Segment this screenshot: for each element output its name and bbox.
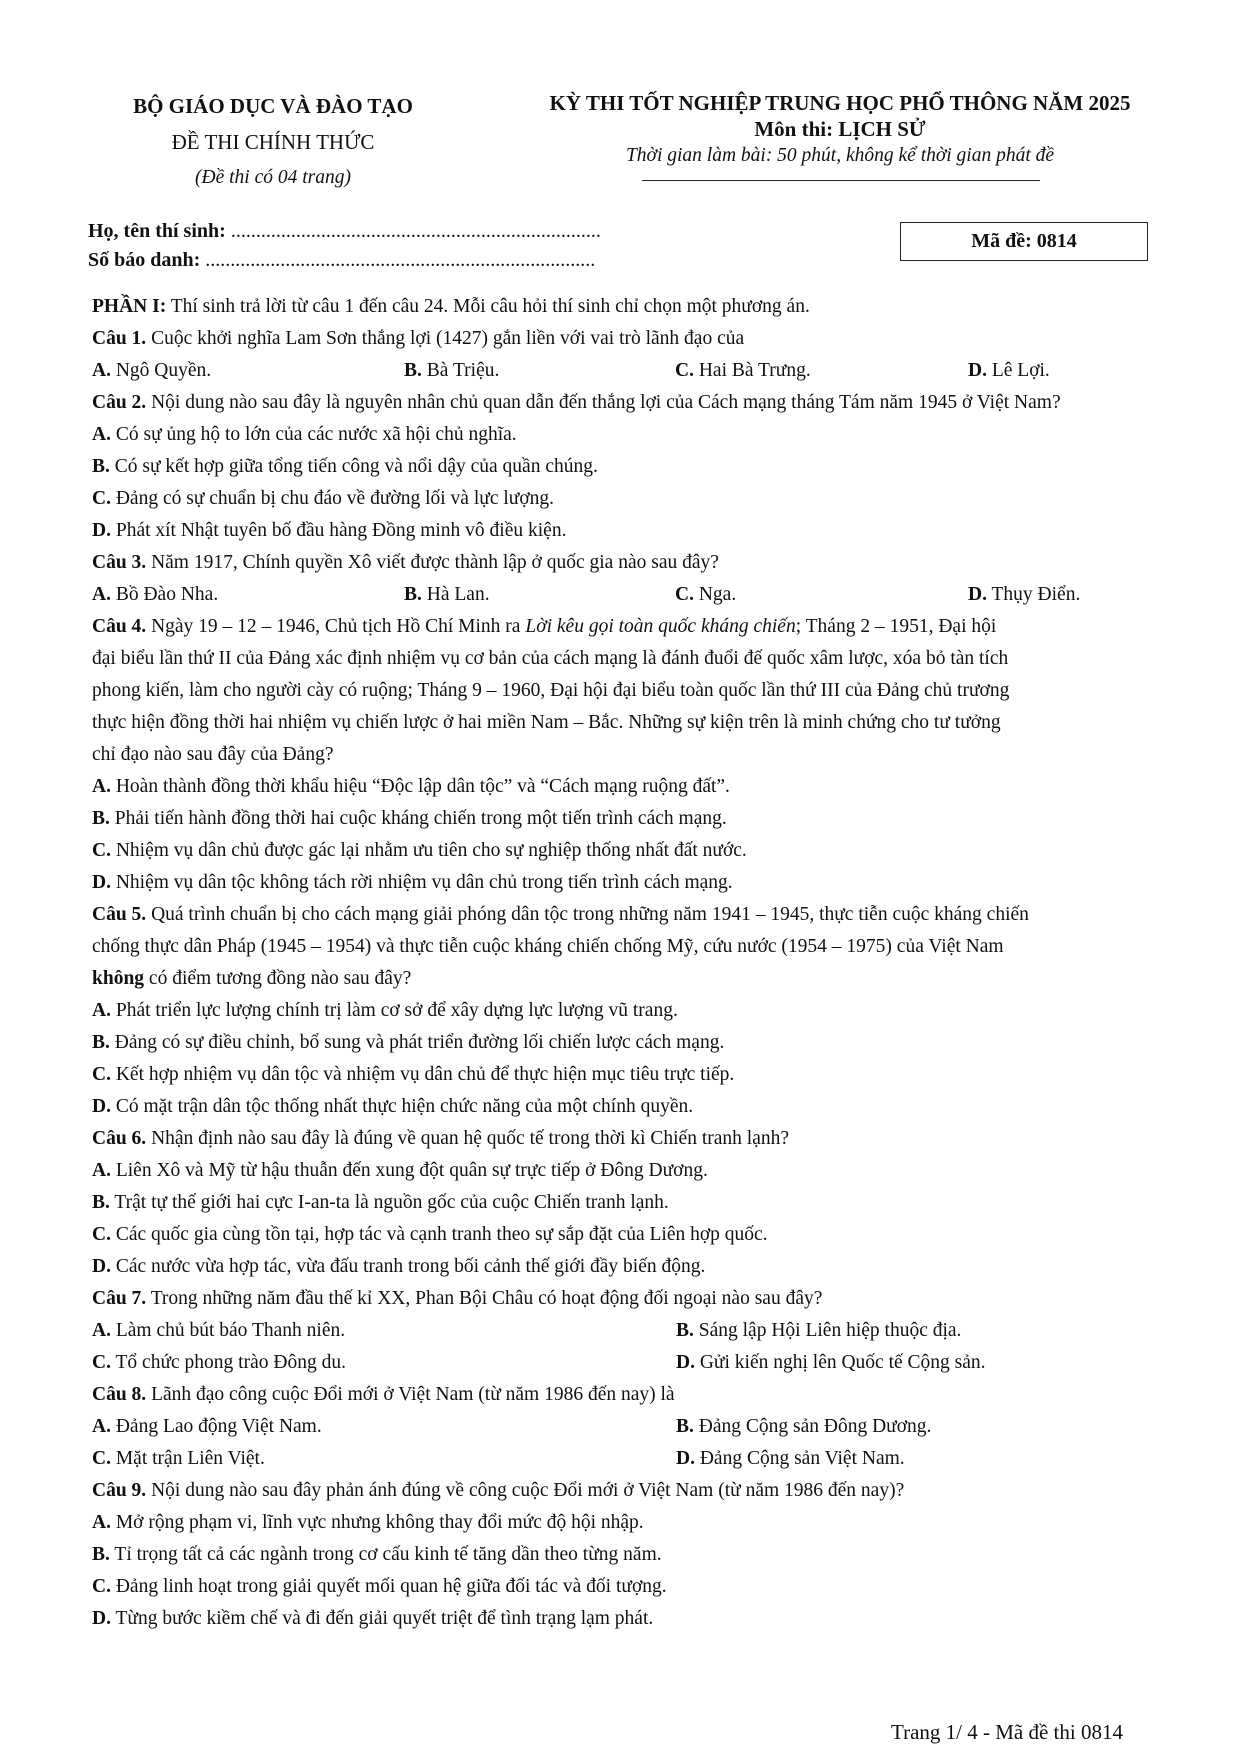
question-text: thực hiện đồng thời hai nhiệm vụ chiến lược ở hai miền Nam – Bắc. Những sự kiện trên là minh chứng cho tư tưởng [92,712,1001,733]
option-b [92,1544,662,1566]
exam-title: KỲ THI TỐT NGHIỆP TRUNG HỌC PHỔ THÔNG NĂM 2025 [549,91,1131,115]
option-letter: C. [92,1064,111,1085]
option-letter: A. [92,424,111,445]
candidate-name-dots: .......................................................................... [230,220,601,242]
option-letter: C. [675,360,694,381]
option-text: Mặt trận Liên Việt. [115,1448,265,1469]
option-text: Bồ Đào Nha. [115,584,219,605]
option-letter: D. [968,360,987,381]
question-number: Câu 5. [92,904,147,925]
candidate-name-label: Họ, tên thí sinh: [88,220,226,242]
option-b [92,1032,724,1054]
option-b [676,1320,961,1342]
question-6 [92,1128,789,1150]
question-text: Quá trình chuẩn bị cho cách mạng giải phóng dân tộc trong những năm 1941 – 1945, thực tiễn cuộc kháng chiến [146,904,1029,925]
option-a [92,424,517,446]
option-letter: C. [675,584,694,605]
exam-code: Mã đề: 0814 [971,230,1077,252]
option-text: Trật tự thế giới hai cực I-an-ta là nguồn gốc của cuộc Chiến tranh lạnh. [114,1192,669,1213]
option-letter: B. [92,808,110,829]
option-a [92,776,730,798]
question-4-line-5 [92,744,333,766]
option-text: Sáng lập Hội Liên hiệp thuộc địa. [698,1320,962,1341]
header-right [500,91,1180,167]
option-b [676,1416,931,1438]
option-letter: B. [404,360,422,381]
option-text: Liên Xô và Mỹ từ hậu thuẫn đến xung đột quân sự trực tiếp ở Đông Dương. [115,1160,708,1181]
question-4-line-3 [92,680,1009,702]
question-text: chỉ đạo nào sau đây của Đảng? [92,744,334,765]
question-text: Trong những năm đầu thế kỉ XX, Phan Bội Châu có hoạt động đối ngoại nào sau đây? [146,1288,823,1309]
question-7 [92,1288,822,1310]
question-number: Câu 4. [92,616,147,637]
candidate-name-row [88,220,601,243]
option-text: Đảng Cộng sản Đông Dương. [698,1416,932,1437]
option-letter: B. [92,1544,110,1565]
option-letter: A. [92,1320,111,1341]
option-letter: A. [92,776,111,797]
option-a [92,1416,322,1438]
question-number: Câu 6. [92,1128,147,1149]
option-b [92,1192,669,1214]
option-text: Kết hợp nhiệm vụ dân tộc và nhiệm vụ dân chủ để thực hiện mục tiêu trực tiếp. [115,1064,735,1085]
option-b [404,360,499,382]
question-2 [92,392,1061,414]
question-text: Lãnh đạo công cuộc Đổi mới ở Việt Nam (từ năm 1986 đến nay) là [146,1384,675,1405]
question-text: ; Tháng 2 – 1951, Đại hội [795,616,997,637]
question-number: Câu 2. [92,392,147,413]
question-9 [92,1480,904,1502]
option-b [92,456,598,478]
option-d [968,584,1080,606]
candidate-id-dots: .............................................................................. [205,249,596,271]
option-text: Đảng có sự chuẩn bị chu đáo về đường lối và lực lượng. [115,488,555,509]
question-number: Câu 8. [92,1384,147,1405]
option-letter: B. [92,1192,110,1213]
option-letter: D. [676,1352,695,1373]
question-text: Cuộc khởi nghĩa Lam Sơn thắng lợi (1427) gắn liền với vai trò lãnh đạo của [146,328,745,349]
option-text: Có mặt trận dân tộc thống nhất thực hiện chức năng của một chính quyền. [115,1096,694,1117]
question-emphasis: không [92,968,145,989]
option-c [675,584,736,606]
option-a [92,1512,644,1534]
option-letter: B. [676,1416,694,1437]
option-letter: A. [92,1512,111,1533]
option-text: Hai Bà Trưng. [698,360,811,381]
page-footer: Trang 1/ 4 - Mã đề thi 0814 [891,1720,1123,1744]
question-text: đại biểu lần thứ II của Đảng xác định nhiệm vụ cơ bản của cách mạng là đánh đuổi đế quốc xâm lược, xóa bỏ tàn tích [92,648,1009,669]
option-b [404,584,490,606]
option-text: Mở rộng phạm vi, lĩnh vực nhưng không thay đổi mức độ hội nhập. [115,1512,644,1533]
option-text: Làm chủ bút báo Thanh niên. [115,1320,346,1341]
question-text: Nội dung nào sau đây phản ánh đúng về công cuộc Đổi mới ở Việt Nam (từ năm 1986 đến nay)? [146,1480,905,1501]
option-a [92,360,211,382]
option-letter: C. [92,840,111,861]
option-letter: C. [92,1224,111,1245]
option-letter: D. [92,1608,111,1629]
option-letter: A. [92,1160,111,1181]
option-c [92,1576,667,1598]
option-text: Thụy Điển. [991,584,1081,605]
option-text: Phải tiến hành đồng thời hai cuộc kháng chiến trong một tiến trình cách mạng. [114,808,727,829]
question-4 [92,616,996,638]
question-5-line-3 [92,968,411,990]
option-text: Nhiệm vụ dân chủ được gác lại nhằm ưu tiên cho sự nghiệp thống nhất đất nước. [115,840,747,861]
option-letter: C. [92,488,111,509]
option-c [92,1448,265,1470]
option-letter: D. [92,872,111,893]
question-text: Ngày 19 – 12 – 1946, Chủ tịch Hồ Chí Minh ra [146,616,526,637]
option-letter: A. [92,584,111,605]
option-letter: B. [92,1032,110,1053]
header-left [88,94,458,189]
option-text: Có sự ủng hộ to lớn của các nước xã hội chủ nghĩa. [115,424,517,445]
question-italic-text: Lời kêu gọi toàn quốc kháng chiến [525,616,796,637]
question-text: Nhận định nào sau đây là đúng về quan hệ quốc tế trong thời kì Chiến tranh lạnh? [146,1128,790,1149]
option-text: Lê Lợi. [991,360,1050,381]
question-text: phong kiến, làm cho người cày có ruộng; Tháng 9 – 1960, Đại hội đại biểu toàn quốc lần thứ III của Đảng chủ trương [92,680,1010,701]
option-text: Tổ chức phong trào Đông du. [115,1352,346,1373]
option-text: Hoàn thành đồng thời khẩu hiệu “Độc lập dân tộc” và “Cách mạng ruộng đất”. [115,776,730,797]
option-text: Ngô Quyền. [115,360,212,381]
question-number: Câu 9. [92,1480,147,1501]
subject: Môn thi: LỊCH SỬ [754,117,926,141]
option-a [92,1160,708,1182]
question-text: Nội dung nào sau đây là nguyên nhân chủ quan dẫn đến thắng lợi của Cách mạng tháng Tám năm 1945 ở Việt Nam? [146,392,1061,413]
option-c [92,1064,734,1086]
option-letter: C. [92,1352,111,1373]
option-letter: D. [92,1096,111,1117]
pages-note: (Đề thi có 04 trang) [195,167,351,188]
question-4-line-2 [92,648,1008,670]
option-letter: B. [404,584,422,605]
question-1 [92,328,744,350]
option-b [92,808,727,830]
option-c [92,1224,768,1246]
option-text: Hà Lan. [426,584,490,605]
option-text: Có sự kết hợp giữa tổng tiến công và nổi dậy của quần chúng. [114,456,598,477]
option-c [92,1352,346,1374]
part-instruction [92,296,810,318]
exam-code-box [900,222,1148,261]
option-text: Phát xít Nhật tuyên bố đầu hàng Đồng minh vô điều kiện. [115,520,567,541]
option-text: Đảng có sự điều chỉnh, bổ sung và phát triển đường lối chiến lược cách mạng. [114,1032,725,1053]
option-letter: B. [676,1320,694,1341]
option-letter: A. [92,360,111,381]
part-text: Thí sinh trả lời từ câu 1 đến câu 24. Mỗi câu hỏi thí sinh chỉ chọn một phương án. [166,296,810,317]
candidate-id-row [88,249,595,272]
option-c [92,840,747,862]
option-a [92,1000,678,1022]
option-d [92,520,566,542]
option-letter: D. [92,1256,111,1277]
option-a [92,1320,345,1342]
option-text: Tỉ trọng tất cả các ngành trong cơ cấu kinh tế tăng dần theo từng năm. [114,1544,662,1565]
option-letter: C. [92,1448,111,1469]
option-text: Nga. [698,584,737,605]
option-c [675,360,811,382]
question-3 [92,552,719,574]
question-8 [92,1384,675,1406]
question-5 [92,904,1029,926]
option-text: Từng bước kiềm chế và đi đến giải quyết triệt để tình trạng lạm phát. [115,1608,654,1629]
option-d [92,872,733,894]
option-letter: C. [92,1576,111,1597]
option-d [92,1096,693,1118]
option-letter: B. [92,456,110,477]
option-d [676,1352,986,1374]
question-number: Câu 3. [92,552,147,573]
option-d [968,360,1050,382]
candidate-id-label: Số báo danh: [88,249,201,271]
option-text: Các quốc gia cùng tồn tại, hợp tác và cạnh tranh theo sự sắp đặt của Liên hợp quốc. [115,1224,768,1245]
question-4-line-4 [92,712,1001,734]
question-text: có điểm tương đồng nào sau đây? [144,968,412,989]
option-d [92,1256,705,1278]
option-letter: D. [968,584,987,605]
question-text: chống thực dân Pháp (1945 – 1954) và thực tiễn cuộc kháng chiến chống Mỹ, cứu nước (1954 – 1975) của Việt Nam [92,936,1004,957]
option-letter: A. [92,1416,111,1437]
ministry: BỘ GIÁO DỤC VÀ ĐÀO TẠO [133,94,413,118]
exam-time: Thời gian làm bài: 50 phút, không kể thời gian phát đề [625,145,1055,166]
question-5-line-2 [92,936,1004,958]
part-label: PHẦN I: [92,296,167,317]
option-text: Đảng linh hoạt trong giải quyết mối quan hệ giữa đối tác và đối tượng. [115,1576,667,1597]
option-text: Gửi kiến nghị lên Quốc tế Cộng sản. [699,1352,986,1373]
question-number: Câu 7. [92,1288,147,1309]
option-text: Các nước vừa hợp tác, vừa đấu tranh trong bối cảnh thế giới đầy biến động. [115,1256,706,1277]
option-text: Đảng Lao động Việt Nam. [115,1416,322,1437]
option-text: Bà Triệu. [426,360,500,381]
option-a [92,584,218,606]
time-underline [642,180,1040,181]
option-letter: D. [92,520,111,541]
option-text: Phát triển lực lượng chính trị làm cơ sở để xây dựng lực lượng vũ trang. [115,1000,678,1021]
option-letter: D. [676,1448,695,1469]
question-text: Năm 1917, Chính quyền Xô viết được thành lập ở quốc gia nào sau đây? [146,552,719,573]
question-number: Câu 1. [92,328,147,349]
official-label: ĐỀ THI CHÍNH THỨC [171,130,375,154]
option-d [676,1448,905,1470]
option-text: Nhiệm vụ dân tộc không tách rời nhiệm vụ dân chủ trong tiến trình cách mạng. [115,872,733,893]
option-d [92,1608,653,1630]
option-c [92,488,554,510]
option-text: Đảng Cộng sản Việt Nam. [699,1448,905,1469]
option-letter: A. [92,1000,111,1021]
